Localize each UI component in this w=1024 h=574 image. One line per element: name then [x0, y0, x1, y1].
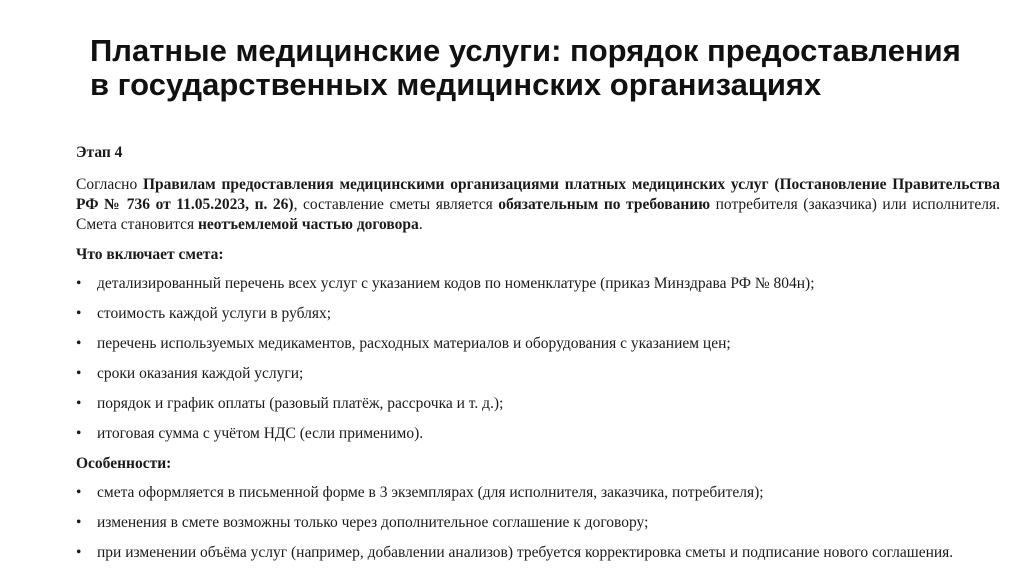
intro-text: .	[418, 216, 423, 233]
features-list	[76, 483, 1000, 563]
slide-content	[76, 143, 1000, 573]
intro-emphasis: обязательным по требованию	[498, 196, 711, 213]
intro-emphasis: неотъемлемой частью договора	[197, 216, 419, 233]
stage-label: Этап 4	[76, 144, 123, 161]
bullet-icon: •	[76, 365, 82, 382]
includes-item-text: порядок и график оплаты (разовый платёж, рассрочка и т. д.);	[97, 395, 504, 412]
includes-item	[76, 274, 1000, 294]
includes-item	[76, 334, 1000, 354]
includes-item	[76, 394, 1000, 414]
intro-text: , составление сметы является	[293, 196, 499, 213]
intro-text: потребителя (заказчика) или исполнителя. Смета становится	[76, 196, 1000, 233]
includes-item	[76, 304, 1000, 324]
bullet-icon: •	[76, 305, 82, 322]
includes-item-text: детализированный перечень всех услуг с указанием кодов по номенклатуре (приказ Минздрава РФ № 804н);	[97, 275, 815, 292]
includes-item-text: сроки оказания каждой услуги;	[97, 365, 304, 382]
intro-emphasis: Правилам предоставления медицинскими организациями платных медицинских услуг (Постановление Правительства РФ № 736 от 11.05.2023, п. 26)	[76, 176, 1001, 213]
features-item	[76, 513, 1000, 533]
intro-paragraph	[76, 175, 1000, 235]
slide-title: Платные медицинские услуги: порядок предоставления в государственных медицинских организациях	[90, 33, 961, 102]
includes-item-text: итоговая сумма с учётом НДС (если применимо).	[97, 425, 424, 442]
bullet-icon: •	[76, 395, 82, 412]
intro-text: Согласно	[76, 176, 143, 193]
bullet-icon: •	[76, 425, 82, 442]
bullet-icon: •	[76, 335, 82, 352]
features-item-text: при изменении объёма услуг (например, добавлении анализов) требуется корректировка сметы и подписание нового соглашения.	[97, 544, 954, 561]
features-item	[76, 483, 1000, 503]
features-heading: Особенности:	[76, 455, 172, 472]
bullet-icon: •	[76, 514, 82, 531]
bullet-icon: •	[76, 484, 82, 501]
bullet-icon: •	[76, 275, 82, 292]
bullet-icon: •	[76, 544, 82, 561]
includes-list	[76, 274, 1000, 444]
features-item-text: смета оформляется в письменной форме в 3 экземплярах (для исполнителя, заказчика, потребителя);	[97, 484, 764, 501]
includes-item-text: стоимость каждой услуги в рублях;	[97, 305, 332, 322]
includes-item	[76, 424, 1000, 444]
includes-heading: Что включает смета:	[76, 246, 224, 263]
features-item-text: изменения в смете возможны только через дополнительное соглашение к договору;	[97, 514, 649, 531]
includes-item-text: перечень используемых медикаментов, расходных материалов и оборудования с указанием цен;	[97, 335, 731, 352]
includes-item	[76, 364, 1000, 384]
features-item	[76, 543, 1000, 563]
